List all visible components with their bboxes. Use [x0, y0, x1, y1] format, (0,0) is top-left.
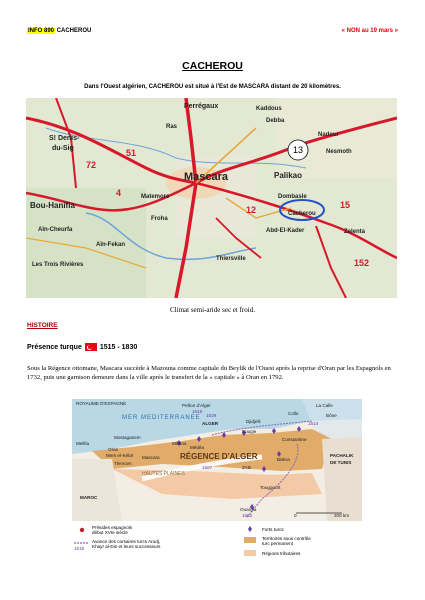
- svg-text:DE TUNIS: DE TUNIS: [330, 460, 352, 465]
- svg-text:72: 72: [86, 160, 97, 170]
- svg-text:Forts turcs: Forts turcs: [262, 527, 284, 532]
- svg-text:turc permanent: turc permanent: [262, 541, 293, 546]
- svg-text:4: 4: [116, 188, 122, 198]
- section-heading: HISTOIRE: [27, 322, 58, 329]
- svg-text:Nadour: Nadour: [318, 132, 339, 138]
- period-dates: 1515 - 1830: [99, 343, 138, 351]
- svg-text:51: 51: [126, 148, 137, 158]
- svg-text:La Calle: La Calle: [316, 403, 333, 408]
- svg-text:13: 13: [292, 145, 304, 155]
- svg-text:S! Denis-: S! Denis-: [49, 135, 80, 142]
- page-header: [27, 28, 398, 38]
- svg-text:Aïn-Cheurfa: Aïn-Cheurfa: [38, 227, 73, 233]
- svg-text:PACHALIK: PACHALIK: [330, 453, 354, 458]
- svg-text:Djidjelli: Djidjelli: [246, 419, 261, 424]
- svg-text:MER MEDITERRANEE: MER MEDITERRANEE: [122, 415, 201, 421]
- svg-text:1516: 1516: [74, 546, 85, 551]
- svg-text:Nesmoth: Nesmoth: [326, 149, 352, 155]
- svg-text:HAUTES PLAINES: HAUTES PLAINES: [142, 471, 185, 477]
- info-tag: INFO 890: [28, 28, 55, 34]
- svg-text:Kaddous: Kaddous: [256, 106, 282, 112]
- svg-text:Médéa: Médéa: [190, 445, 205, 450]
- svg-text:Mascara: Mascara: [142, 455, 160, 460]
- svg-text:Bou-Hanifia: Bou-Hanifia: [30, 201, 75, 210]
- svg-text:Cacherou: Cacherou: [288, 211, 316, 217]
- svg-text:152: 152: [354, 258, 370, 268]
- svg-text:12: 12: [246, 205, 257, 215]
- header-slogan: « NON au 19 mars »: [341, 28, 398, 34]
- svg-text:début XVIe siècle: début XVIe siècle: [92, 530, 128, 535]
- svg-text:Perrégaux: Perrégaux: [184, 103, 219, 110]
- svg-text:1514: 1514: [308, 421, 319, 426]
- svg-text:Miliana: Miliana: [172, 441, 187, 446]
- svg-text:ROYAUME D'ESPAGNE: ROYAUME D'ESPAGNE: [76, 401, 127, 406]
- svg-text:200 km: 200 km: [334, 513, 350, 518]
- svg-text:1552: 1552: [242, 513, 253, 518]
- svg-text:Touggourt: Touggourt: [260, 485, 281, 490]
- svg-text:Abd-El-Kader: Abd-El-Kader: [266, 228, 305, 234]
- svg-text:ZAB: ZAB: [242, 465, 251, 470]
- turkish-flag-icon: [85, 343, 97, 351]
- svg-text:Biskra: Biskra: [277, 457, 290, 462]
- header-name: CACHEROU: [56, 28, 92, 34]
- svg-text:Ouargla: Ouargla: [240, 507, 257, 512]
- svg-text:Peñon d'Alger: Peñon d'Alger: [182, 403, 211, 408]
- svg-text:du-Sig: du-Sig: [52, 145, 74, 152]
- svg-text:MAROC: MAROC: [80, 495, 98, 500]
- svg-text:1587: 1587: [202, 465, 213, 470]
- page-title: CACHEROU: [182, 60, 243, 72]
- svg-text:ALGER: ALGER: [202, 421, 219, 426]
- svg-text:RÉGENCE D'ALGER: RÉGENCE D'ALGER: [180, 452, 258, 461]
- svg-text:Bône: Bône: [326, 413, 337, 418]
- svg-text:Dombasle: Dombasle: [278, 194, 307, 200]
- svg-text:Froha: Froha: [151, 216, 168, 222]
- period-heading: [27, 343, 137, 351]
- svg-text:Les Trois Rivières: Les Trois Rivières: [32, 262, 84, 268]
- svg-text:1529: 1529: [206, 413, 217, 418]
- svg-text:Tlemcen: Tlemcen: [114, 461, 132, 466]
- svg-text:Bougie: Bougie: [242, 429, 257, 434]
- svg-text:Ras: Ras: [166, 124, 178, 130]
- svg-text:Thiersville: Thiersville: [216, 256, 246, 262]
- svg-text:Melilla: Melilla: [76, 441, 90, 446]
- svg-text:Territoires sous contrôle: Territoires sous contrôle: [262, 536, 311, 541]
- svg-text:Palikao: Palikao: [274, 171, 303, 180]
- intro-text: Dans l'Ouest algérien, CACHEROU est situé à l'Est de MASCARA distant de 20 kilomètres.: [84, 84, 341, 90]
- svg-text:Constantine: Constantine: [282, 437, 307, 442]
- history-paragraph: Sous la Régence ottomane, Mascara succède à Mazouna comme capitale du Beylik de l'Ouest après la reprise d'Oran par les Espagnols en 1732, puis une garnison demeure dans la ville après le transfert de la « capitale » à Oran en 1792.: [27, 365, 391, 381]
- svg-text:Mascara: Mascara: [184, 171, 229, 183]
- svg-text:Aïn-Fekan: Aïn-Fekan: [96, 242, 126, 248]
- svg-text:Debba: Debba: [266, 118, 285, 124]
- svg-text:Mers el-Kébir: Mers el-Kébir: [106, 453, 134, 458]
- svg-text:Zelenta: Zelenta: [344, 229, 366, 235]
- svg-text:15: 15: [340, 200, 351, 210]
- svg-text:Avance des corsaires turcs Aru: Avance des corsaires turcs Arudj,: [92, 539, 161, 544]
- svg-text:Matemore: Matemore: [141, 194, 170, 200]
- svg-text:Régions tributaires: Régions tributaires: [262, 551, 301, 556]
- history-map: [72, 399, 362, 521]
- svg-text:Khayr al-Din et leurs successe: Khayr al-Din et leurs successeurs: [92, 544, 161, 549]
- road-map: [26, 98, 397, 298]
- svg-text:0: 0: [294, 513, 297, 518]
- history-legend: [72, 525, 362, 567]
- svg-text:Mostaganem: Mostaganem: [114, 435, 141, 440]
- period-label: Présence turque: [27, 343, 82, 351]
- climate-caption: Climat semi-aride sec et froid.: [170, 306, 255, 314]
- svg-text:Oran: Oran: [108, 447, 119, 452]
- svg-text:Présides espagnols: Présides espagnols: [92, 525, 133, 530]
- svg-text:1516: 1516: [192, 409, 203, 414]
- svg-text:Collo: Collo: [288, 411, 299, 416]
